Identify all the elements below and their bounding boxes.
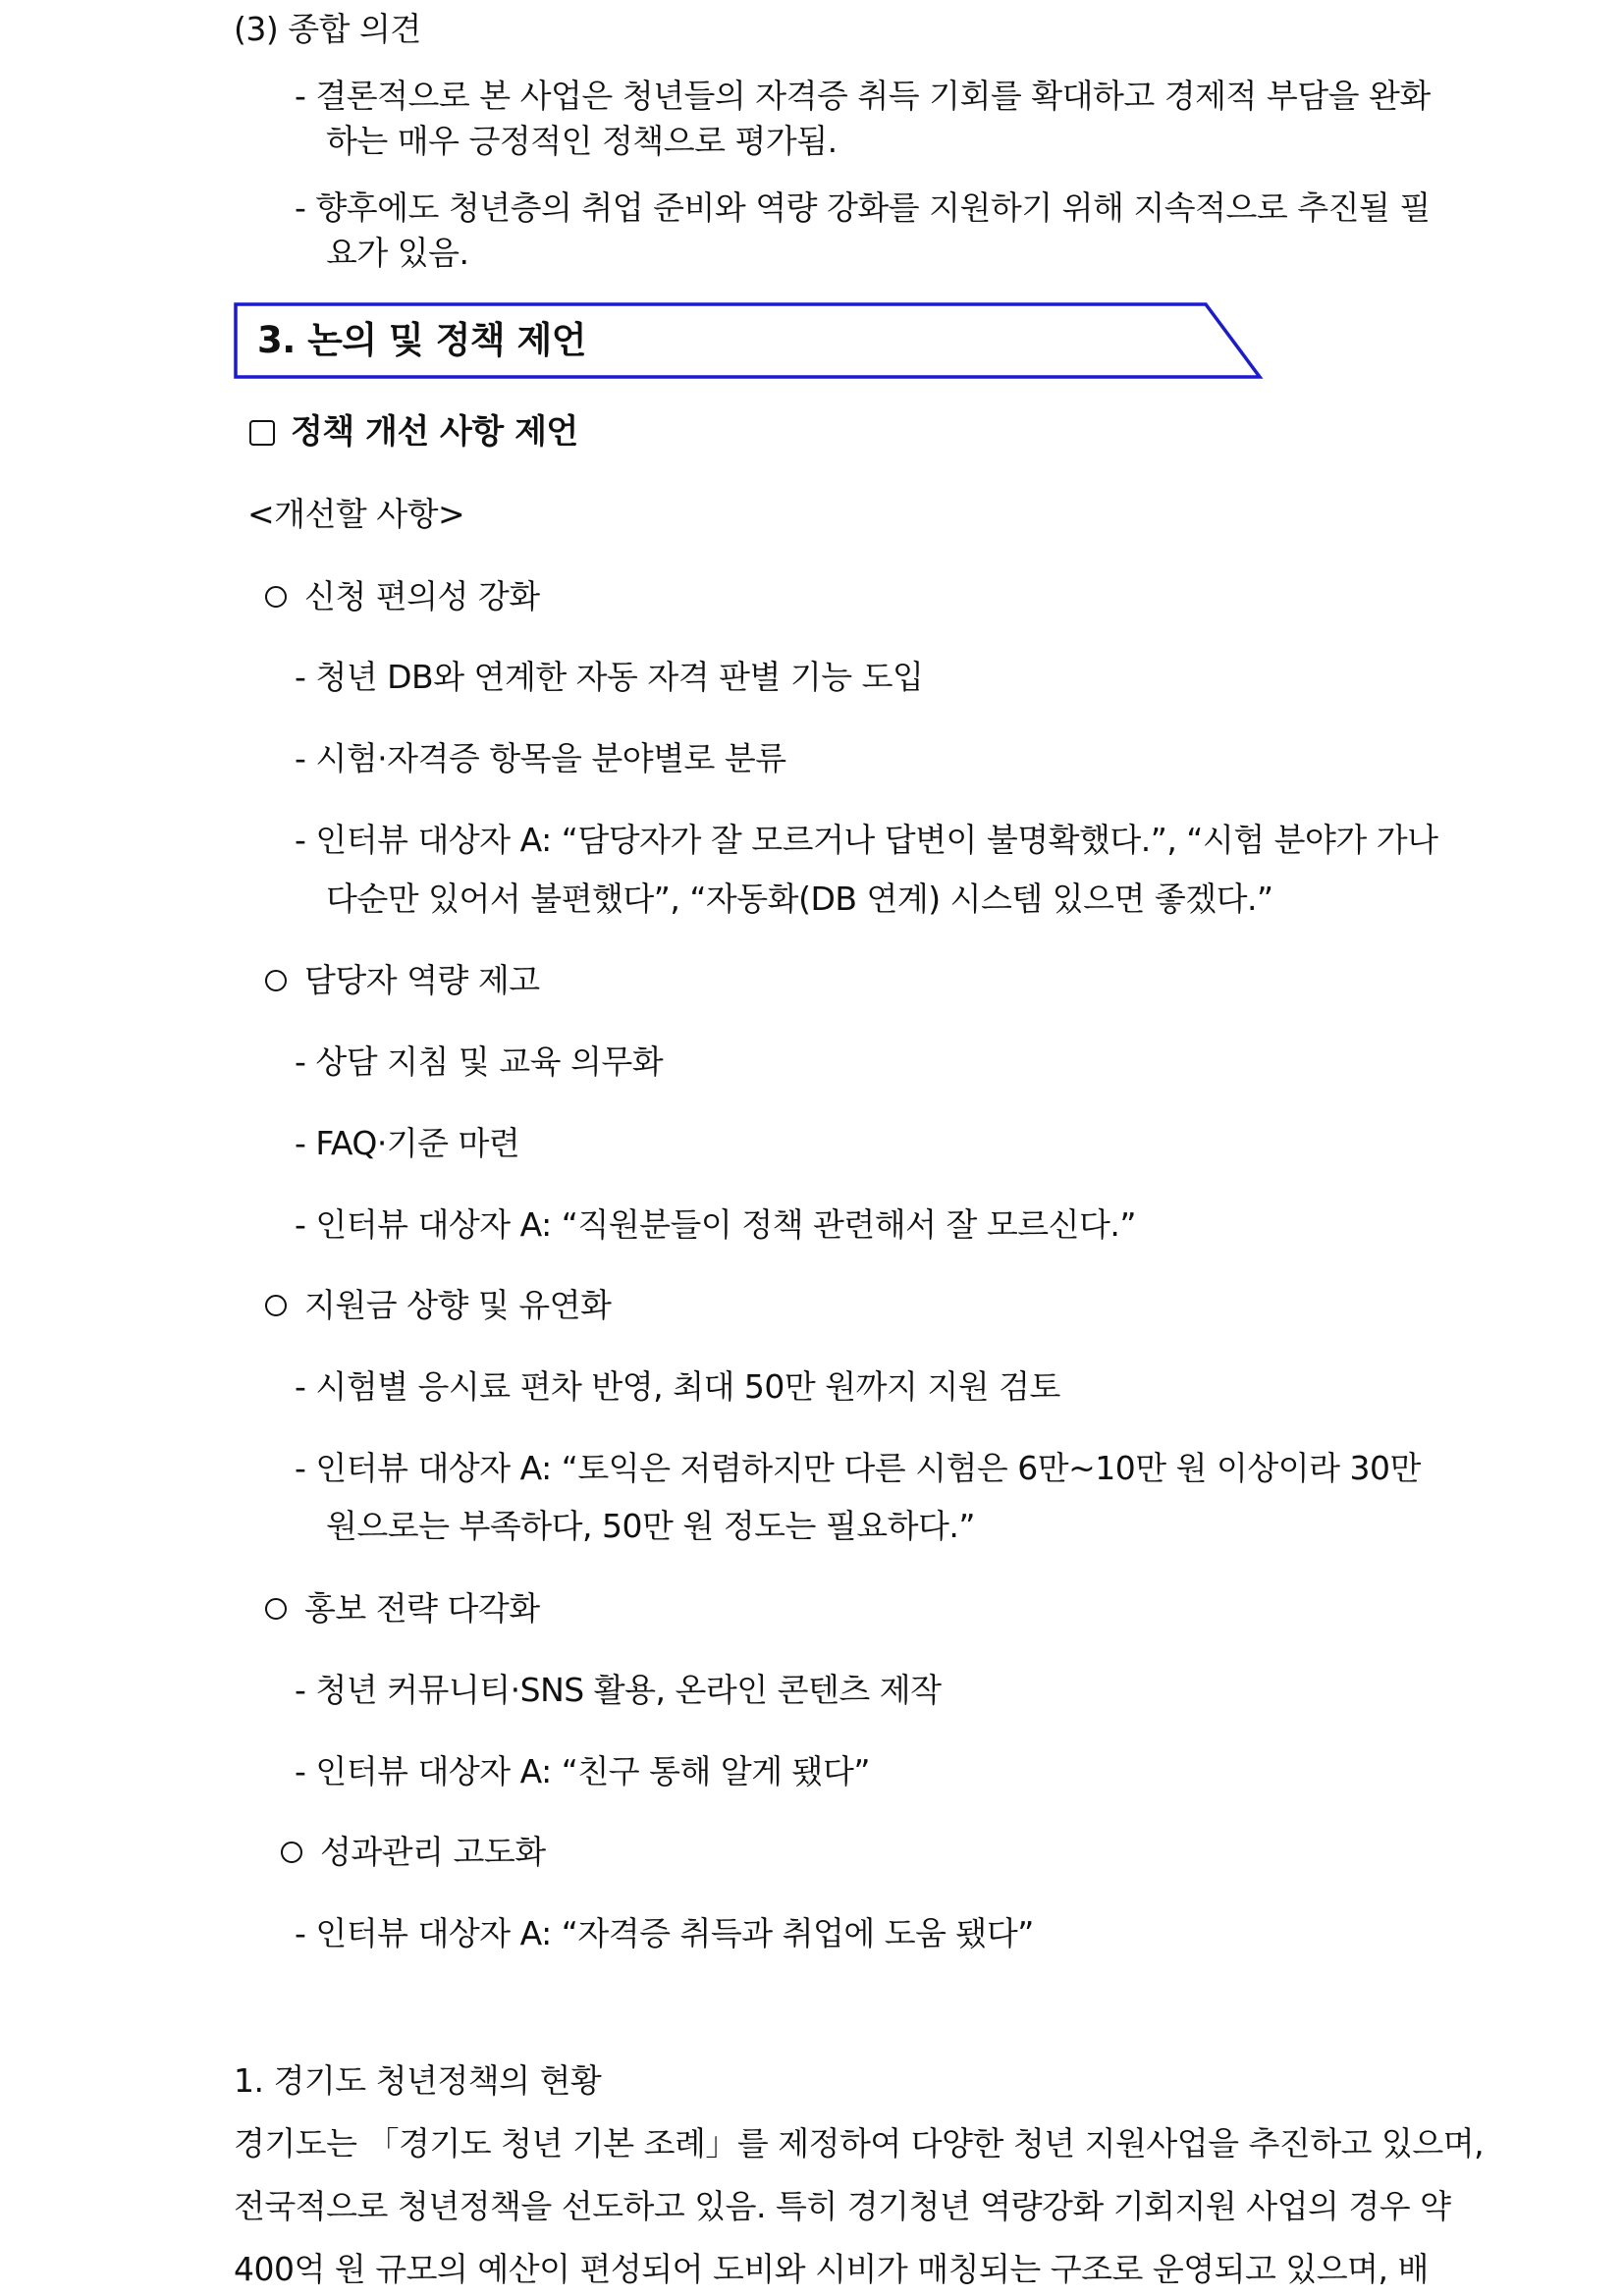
paragraph-line: 경기도는 「경기도 청년 기본 조례」를 제정하여 다양한 청년 지원사업을 추진하고 있으며, bbox=[234, 2124, 1485, 2163]
section-banner bbox=[234, 302, 1265, 379]
group-title: 홍보 전략 다각화 bbox=[304, 1589, 540, 1628]
bullet-line: - 결론적으로 본 사업은 청년들의 자격증 취득 기회를 확대하고 경제적 부담을 완화 bbox=[295, 77, 1431, 115]
list-item: - 상담 지침 및 교육 의무화 bbox=[295, 1042, 664, 1081]
bullet-line: - 향후에도 청년층의 취업 준비와 역량 강화를 지원하기 위해 지속적으로 추진될 필 bbox=[295, 188, 1431, 227]
list-item: - 시험·자격증 항목을 분야별로 분류 bbox=[295, 739, 786, 777]
list-item: - 인터뷰 대상자 A: “담당자가 잘 모르거나 답변이 불명확했다.”, “시험 분야가 가나 bbox=[295, 821, 1438, 859]
subsection-heading: (3) 종합 의견 bbox=[234, 10, 421, 48]
improvement-subheading: <개선할 사항> bbox=[247, 495, 465, 533]
list-item: - 청년 DB와 연계한 자동 자격 판별 기능 도입 bbox=[295, 658, 924, 696]
checkbox-icon bbox=[249, 420, 275, 446]
circle-bullet-icon bbox=[265, 1598, 287, 1620]
circle-bullet-icon bbox=[265, 1295, 287, 1316]
paragraph-line: 400억 원 규모의 예산이 편성되어 도비와 시비가 매칭되는 구조로 운영되고 있으며, 배 bbox=[234, 2250, 1429, 2288]
list-item-cont: 다순만 있어서 불편했다”, “자동화(DB 연계) 시스템 있으면 좋겠다.” bbox=[326, 880, 1273, 918]
bottom-heading: 1. 경기도 청년정책의 현황 bbox=[234, 2061, 602, 2100]
list-item: - 시험별 응시료 편차 반영, 최대 50만 원까지 지원 검토 bbox=[295, 1367, 1060, 1406]
bullet-line-cont: 요가 있음. bbox=[326, 234, 469, 272]
circle-bullet-icon bbox=[281, 1842, 302, 1863]
policy-heading: 정책 개선 사항 제언 bbox=[291, 412, 578, 452]
list-item: - FAQ·기준 마련 bbox=[295, 1124, 520, 1162]
group-title: 신청 편의성 강화 bbox=[304, 577, 540, 615]
list-item: - 인터뷰 대상자 A: “친구 통해 알게 됐다” bbox=[295, 1752, 870, 1790]
circle-bullet-icon bbox=[265, 586, 287, 608]
list-item: - 인터뷰 대상자 A: “자격증 취득과 취업에 도움 됐다” bbox=[295, 1914, 1034, 1952]
section-title: 3. 논의 및 정책 제언 bbox=[257, 319, 587, 361]
bullet-line-cont: 하는 매우 긍정적인 정책으로 평가됨. bbox=[326, 122, 838, 160]
list-item: - 청년 커뮤니티·SNS 활용, 온라인 콘텐츠 제작 bbox=[295, 1671, 942, 1709]
circle-bullet-icon bbox=[265, 970, 287, 991]
list-item: - 인터뷰 대상자 A: “토익은 저렴하지만 다른 시험은 6만~10만 원 이상이라 30만 bbox=[295, 1449, 1421, 1487]
group-title: 담당자 역량 제고 bbox=[304, 961, 540, 999]
list-item-cont: 원으로는 부족하다, 50만 원 정도는 필요하다.” bbox=[326, 1507, 975, 1545]
group-title: 지원금 상향 및 유연화 bbox=[304, 1286, 612, 1324]
group-title: 성과관리 고도화 bbox=[320, 1833, 546, 1871]
paragraph-line: 전국적으로 청년정책을 선도하고 있음. 특히 경기청년 역량강화 기회지원 사업의 경우 약 bbox=[234, 2187, 1451, 2225]
list-item: - 인터뷰 대상자 A: “직원분들이 정책 관련해서 잘 모르신다.” bbox=[295, 1205, 1136, 1244]
